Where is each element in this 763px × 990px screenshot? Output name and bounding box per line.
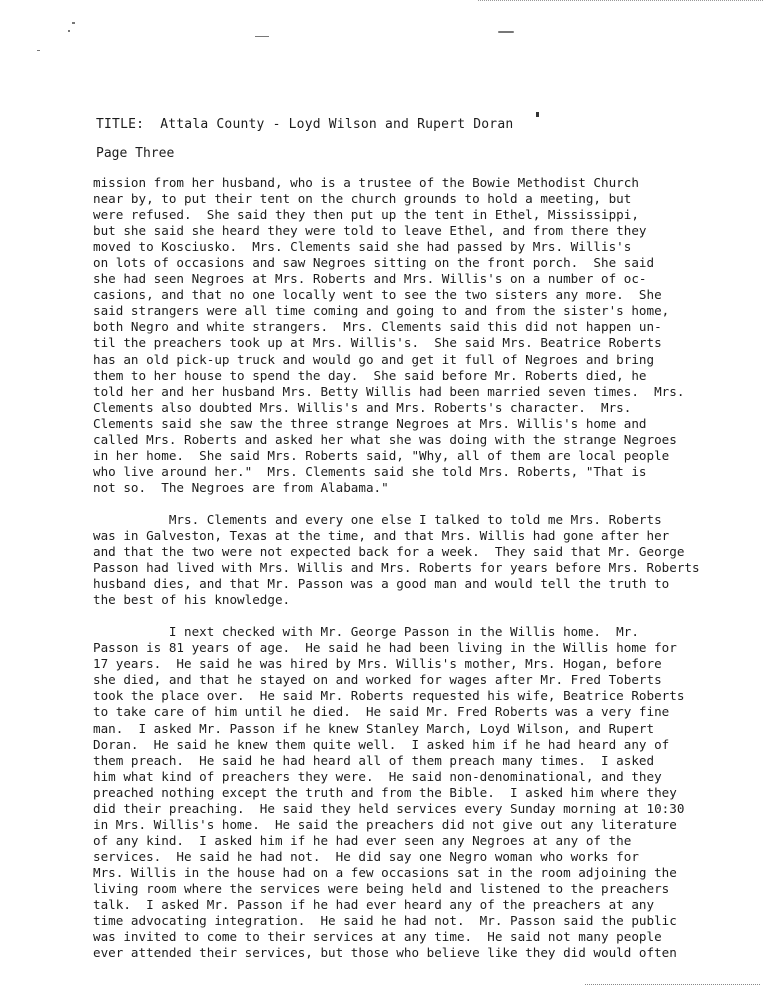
text-line: in Mrs. Willis's home. He said the preachers did not give out any literature	[93, 816, 677, 832]
text-line: has an old pick-up truck and would go and get it full of Negroes and bring	[93, 351, 655, 367]
text-line: the best of his knowledge.	[93, 592, 291, 608]
text-line: Passon is 81 years of age. He said he had been living in the Willis home for	[93, 640, 677, 656]
text-line: Mrs. Willis in the house had on a few occasions sat in the room adjoining the	[93, 864, 677, 880]
text-line: living room where the services were being held and listened to the preachers	[93, 880, 670, 896]
scan-artifact-bottom	[585, 984, 760, 987]
text-line: took the place over. He said Mr. Roberts requested his wife, Beatrice Roberts	[93, 688, 685, 704]
text-line: on lots of occasions and saw Negroes sitting on the front porch. She said	[93, 255, 655, 271]
text-line: mission from her husband, who is a trustee of the Bowie Methodist Church	[93, 175, 639, 190]
scan-speck	[37, 50, 40, 51]
paragraph-gap	[93, 608, 713, 624]
text-line: she had seen Negroes at Mrs. Roberts and Mrs. Willis's on a number of oc-	[93, 271, 647, 287]
text-line: near by, to put their tent on the church grounds to hold a meeting, but	[93, 191, 632, 207]
text-line: in her home. She said Mrs. Roberts said, "Why, all of them are local people	[93, 447, 670, 463]
text-line: casions, and that no one locally went to see the two sisters any more. She	[93, 287, 662, 303]
text-line: them preach. He said he had heard all of them preach many times. I asked	[93, 752, 655, 768]
text-line: and that the two were not expected back for a week. They said that Mr. George	[93, 544, 685, 560]
text-line: said strangers were all time coming and going to and from the sister's home,	[93, 303, 670, 319]
text-line: husband dies, and that Mr. Passon was a good man and would tell the truth to	[93, 576, 670, 592]
text-line: to take care of him until he died. He said Mr. Fred Roberts was a very fine	[93, 704, 670, 720]
text-line: were refused. She said they then put up the tent in Ethel, Mississippi,	[93, 207, 639, 223]
text-line: them to her house to spend the day. She said before Mr. Roberts died, he	[93, 367, 647, 383]
text-line: Passon had lived with Mrs. Willis and Mrs. Roberts for years before Mrs. Roberts	[93, 560, 700, 576]
scan-artifact-top	[478, 0, 763, 3]
text-line: til the preachers took up at Mrs. Willis's. She said Mrs. Beatrice Roberts	[93, 335, 662, 351]
text-line: services. He said he had not. He did say one Negro woman who works for	[93, 848, 639, 864]
paragraph-gap	[93, 496, 713, 512]
text-line: Clements said she saw the three strange Negroes at Mrs. Willis's home and	[93, 415, 647, 431]
text-line: man. I asked Mr. Passon if he knew Stanley March, Loyd Wilson, and Rupert	[93, 720, 655, 736]
text-line: not so. The Negroes are from Alabama."	[93, 479, 389, 495]
scan-speck	[255, 36, 269, 37]
text-line: but she said she heard they were told to leave Ethel, and from there they	[93, 223, 647, 239]
text-line: ever attended their services, but those who believe like they did would often	[93, 945, 677, 961]
document-title: TITLE: Attala County - Loyd Wilson and Rupert Doran	[96, 117, 514, 132]
scan-speck	[498, 31, 514, 33]
text-line: 17 years. He said he was hired by Mrs. Willis's mother, Mrs. Hogan, before	[93, 656, 662, 672]
text-line: him what kind of preachers they were. He said non-denominational, and they	[93, 768, 662, 784]
text-line: who live around her." Mrs. Clements said she told Mrs. Roberts, "That is	[93, 463, 647, 479]
text-line: time advocating integration. He said he had not. Mr. Passon said the public	[93, 913, 677, 929]
text-line: I next checked with Mr. George Passon in the Willis home. Mr.	[93, 624, 639, 640]
text-line: both Negro and white strangers. Mrs. Clements said this did not happen un-	[93, 319, 662, 335]
text-line: called Mrs. Roberts and asked her what she was doing with the strange Negroes	[93, 431, 677, 447]
document-body	[93, 175, 713, 961]
text-line: was in Galveston, Texas at the time, and that Mrs. Willis had gone after her	[93, 527, 670, 543]
text-line: of any kind. I asked him if he had ever seen any Negroes at any of the	[93, 832, 632, 848]
text-line: did their preaching. He said they held services every Sunday morning at 10:30	[93, 800, 685, 816]
text-line: moved to Kosciusko. Mrs. Clements said she had passed by Mrs. Willis's	[93, 239, 632, 255]
text-line: preached nothing except the truth and from the Bible. I asked him where they	[93, 784, 677, 800]
text-line: Doran. He said he knew them quite well. I asked him if he had heard any of	[93, 736, 670, 752]
text-line: Mrs. Clements and every one else I talked to told me Mrs. Roberts	[93, 511, 662, 527]
text-line: told her and her husband Mrs. Betty Willis had been married seven times. Mrs.	[93, 383, 685, 399]
scan-speck	[72, 22, 75, 24]
text-line: she died, and that he stayed on and worked for wages after Mr. Fred Toberts	[93, 672, 662, 688]
text-line: talk. I asked Mr. Passon if he had ever heard any of the preachers at any	[93, 897, 655, 913]
text-line: was invited to come to their services at any time. He said not many people	[93, 929, 662, 945]
scan-speck	[68, 30, 70, 32]
page-number: Page Three	[96, 146, 175, 161]
scan-speck	[536, 112, 539, 117]
text-line: Clements also doubted Mrs. Willis's and Mrs. Roberts's character. Mrs.	[93, 399, 632, 415]
